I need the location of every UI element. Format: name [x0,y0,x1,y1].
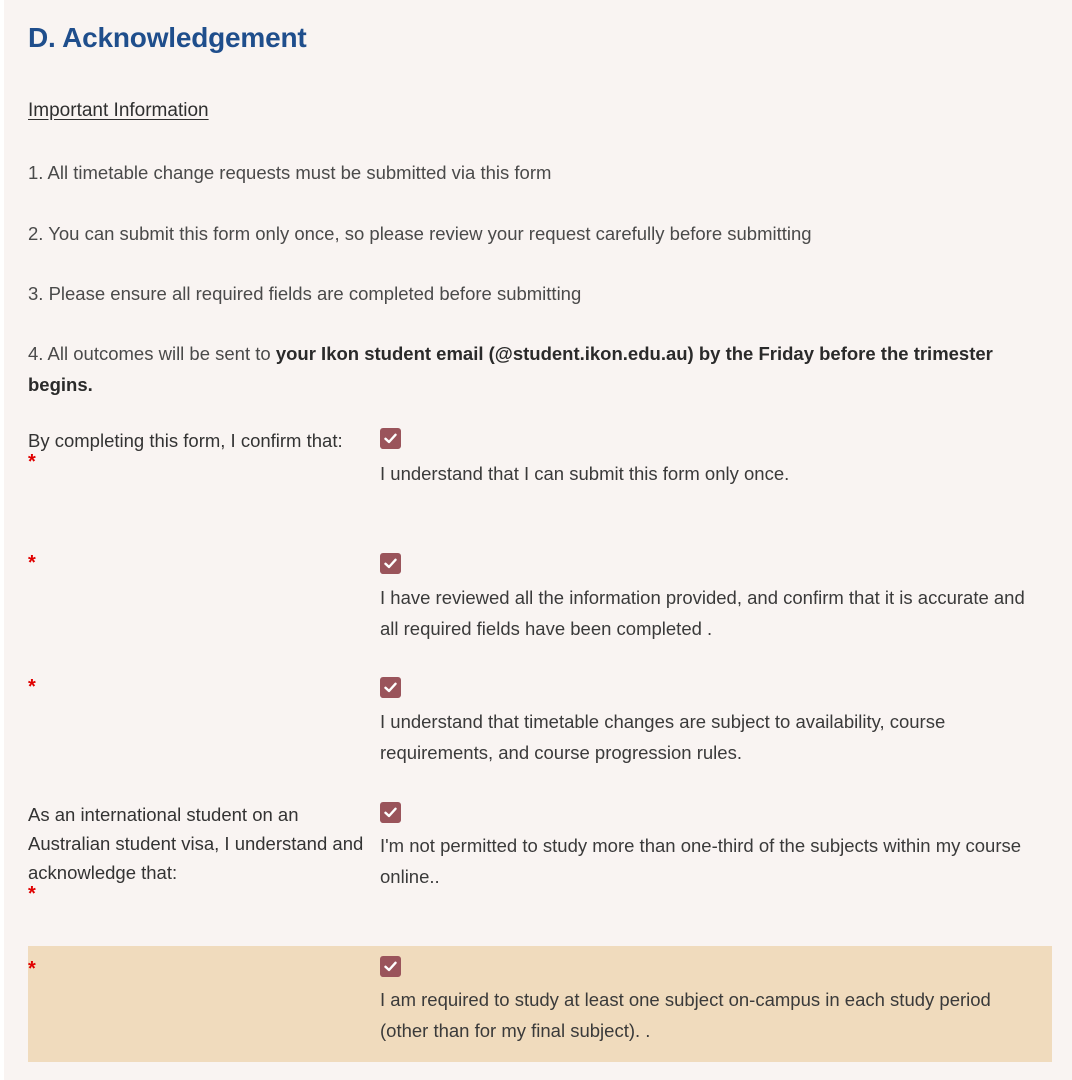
ack-row-4 [28,800,1052,920]
info-item-1: 1. All timetable change requests must be submitted via this form [28,162,552,183]
required-marker: * [28,676,36,698]
ack-text-2: I have reviewed all the information provided, and confirm that it is accurate and all required fields have been completed . [380,587,1025,639]
info-item-2: 2. You can submit this form only once, so please review your request carefully before submitting [28,223,812,244]
ack-text-5: I am required to study at least one subject on-campus in each study period (other than for my final subject). . [380,989,991,1041]
ack-checkbox-2[interactable] [380,553,401,574]
checkmark-icon [384,682,397,693]
ack-checkbox-4[interactable] [380,802,401,823]
info-item-4-bold: your Ikon student email (@student.ikon.edu.au) by the Friday before the trimester begins. [28,343,993,395]
ack-label-2 [28,552,368,574]
info-item-4 [28,338,1038,400]
ack-checkbox-3[interactable] [380,677,401,698]
ack-row-1 [28,426,1052,506]
required-marker: * [28,958,36,980]
ack-row-2 [28,550,1052,650]
checkmark-icon [384,961,397,972]
ack-text-1: I understand that I can submit this form only once. [380,463,790,484]
info-item-4-text: 4. All outcomes will be sent to [28,343,276,364]
checkmark-icon [384,433,397,444]
ack-label-4 [28,800,368,905]
ack-label-3 [28,676,368,698]
ack-label-5 [28,958,368,980]
ack-checkbox-1[interactable] [380,428,401,449]
section-title: D. Acknowledgement [28,22,307,53]
ack-label-4-text: As an international student on an Australian student visa, I understand and acknowledge that: [28,804,364,883]
ack-label-1-text: By completing this form, I confirm that: [28,430,343,451]
required-marker: * [28,883,36,905]
ack-text-4: I'm not permitted to study more than one-third of the subjects within my course online.. [380,835,1022,887]
ack-label-1 [28,426,368,473]
checkmark-icon [384,807,397,818]
info-item-3: 3. Please ensure all required fields are completed before submitting [28,283,582,304]
ack-row-5 [28,946,1052,1062]
important-info-heading: Important Information [28,100,209,121]
ack-row-3 [28,674,1052,774]
checkmark-icon [384,558,397,569]
acknowledgement-panel [4,0,1072,1080]
ack-checkbox-5[interactable] [380,956,401,977]
required-marker: * [28,552,36,574]
required-marker: * [28,451,36,473]
ack-text-3: I understand that timetable changes are subject to availability, course requirements, and course progression rules. [380,711,946,763]
